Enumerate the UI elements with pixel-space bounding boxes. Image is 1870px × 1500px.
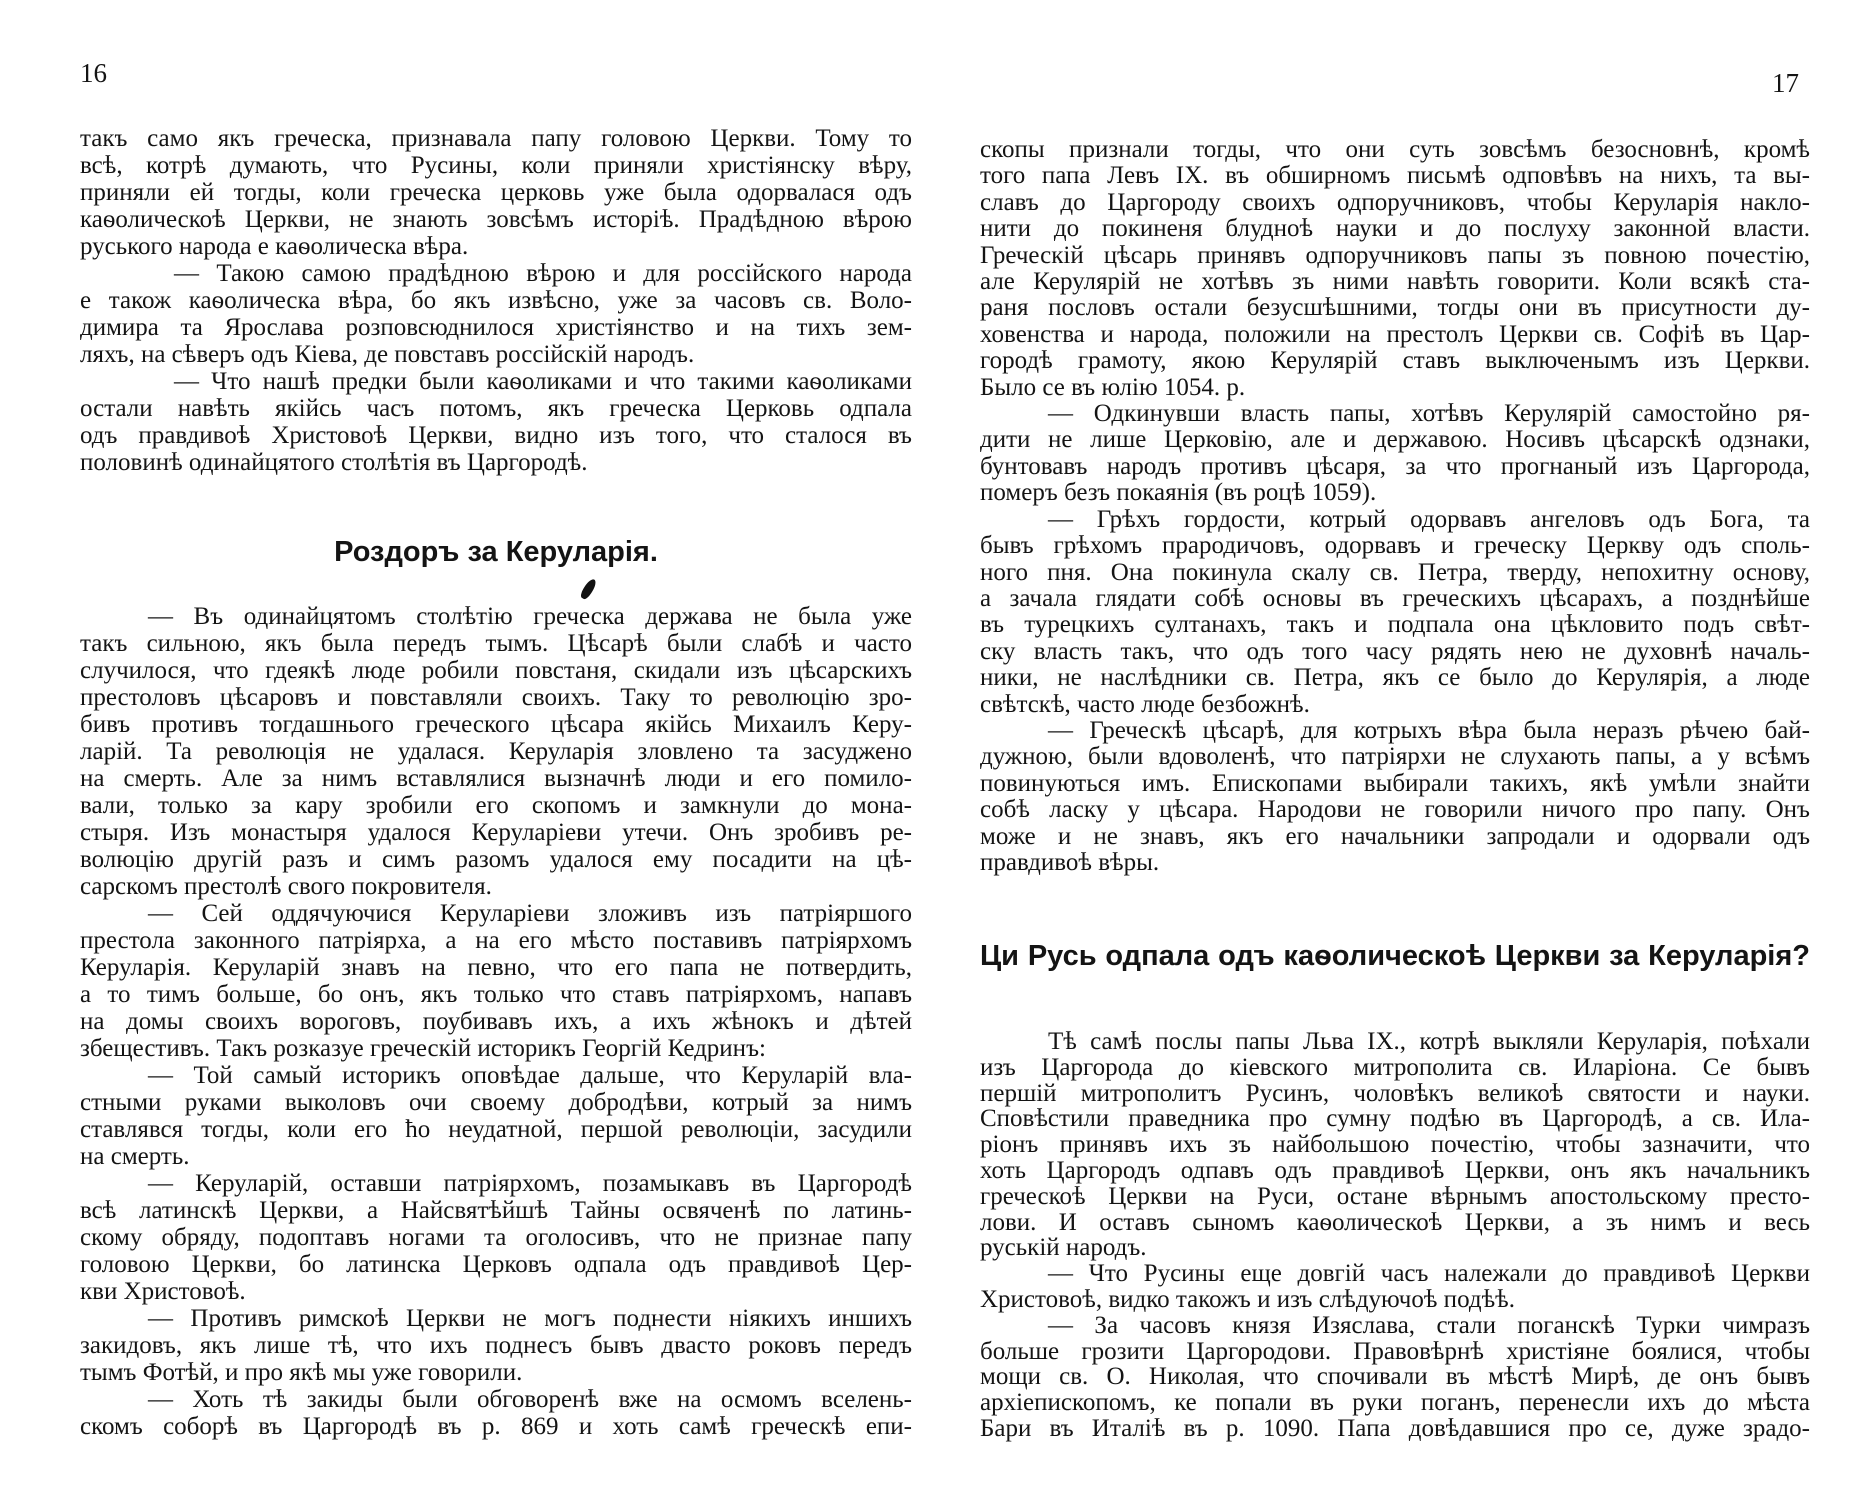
text-line: — Греческѣ цѣсарѣ, для котрыхъ вѣра была неразъ рѣчею бай- bbox=[1048, 716, 1810, 744]
ink-blot bbox=[579, 577, 598, 600]
text-line: Сповѣстили праведника про сумну подѣю въ Царгородѣ, а св. Ила- bbox=[980, 1105, 1810, 1133]
text-line: Было се въ юлiю 1054. р. bbox=[980, 373, 1246, 401]
paragraph bbox=[80, 1062, 912, 1170]
paragraph bbox=[980, 137, 1810, 401]
text-line: — Той самый историкъ оповѣдае дальше, что Керуларiй вла- bbox=[148, 1062, 912, 1089]
text-line: на домы своихъ вороговъ, поубивавъ ихъ, а ихъ жѣнокъ и дѣтей bbox=[80, 1008, 912, 1035]
text-line: нити до покиненя блудноѣ науки и до послуху законной власти. bbox=[980, 215, 1810, 243]
paragraph bbox=[980, 718, 1810, 876]
text-line: — За часовъ князя Изяслава, стали поганскѣ Турки чимразъ bbox=[1048, 1311, 1810, 1339]
text-line: собѣ ласку у цѣсара. Народови не говорили ничого про папу. Онъ bbox=[980, 796, 1810, 824]
text-line: кви Христовоѣ. bbox=[80, 1278, 246, 1305]
paragraph bbox=[80, 1305, 912, 1386]
text-line: остали навѣть якiйсь часъ потомъ, якъ греческа Церковь одпала bbox=[80, 395, 912, 422]
text-line: каѳолическоѣ Церкви, не знають зовсѣмъ исторiѣ. Прадѣдною вѣрою bbox=[80, 206, 912, 233]
paragraph bbox=[80, 260, 912, 368]
text-line: славъ до Царгороду своихъ одпоручниковъ, чтобы Керуларiя накло- bbox=[980, 188, 1810, 216]
body-text bbox=[80, 603, 912, 1440]
text-line: Тѣ самѣ послы папы Льва IX., котрѣ выкляли Керуларiя, поѣхали bbox=[1048, 1028, 1810, 1055]
text-line: закидовъ, якъ лише тѣ, что ихъ поднесъ бывъ двасто роковъ передъ bbox=[80, 1332, 912, 1359]
paragraph bbox=[80, 1386, 912, 1440]
paragraph bbox=[980, 1261, 1810, 1313]
paragraph bbox=[980, 1313, 1810, 1442]
text-line: скому обряду, подоптавъ ногами та оголосивъ, что не признае папу bbox=[80, 1224, 912, 1251]
text-line: — Одкинувши власть папы, хотѣвъ Керулярiй самостойно ря- bbox=[1048, 400, 1810, 428]
text-line: греческоѣ Церкви на Руси, останe вѣрнымъ апостольскому престо- bbox=[980, 1182, 1810, 1210]
text-line: е також каѳолическа вѣра, бо якъ извѣсно, уже за часовъ св. Воло- bbox=[80, 287, 912, 314]
text-line: правдивоѣ вѣры. bbox=[980, 848, 1160, 876]
text-line: архiепископомъ, ке попали въ руки поганъ, перенесли ихъ до мѣста bbox=[980, 1389, 1810, 1417]
text-line: — Въ одинайцятомъ столѣтiю греческа держава не была уже bbox=[148, 603, 912, 630]
text-line: а зачала глядати собѣ основы въ греческихъ цѣсарахъ, а позднѣйше bbox=[980, 584, 1810, 612]
section-heading: Ци Русь одпала одъ каѳолическоѣ Церкви за Керуларiя? bbox=[980, 940, 1810, 972]
text-line: ставлявся тогды, коли его ћо неудатной, першой революцiи, засудили bbox=[80, 1116, 912, 1143]
text-line: ларiй. Та революцiя не удалася. Керуларiя зловлено та засуджено bbox=[80, 738, 912, 765]
text-line: лови. И оставъ сыномъ каѳолическоѣ Церкви, а зъ нимъ и весь bbox=[980, 1208, 1810, 1236]
text-line: Керуларiя. Керуларiй знавъ на певно, что его папа не потвердить, bbox=[80, 954, 912, 981]
text-line: руського народа е каѳолическа вѣра. bbox=[80, 233, 469, 260]
page-number: 16 bbox=[80, 58, 107, 88]
text-line: — Такою самою прадѣдною вѣрою и для россiйского народа bbox=[174, 260, 912, 287]
text-line: померъ безъ покаянiя (въ роцѣ 1059). bbox=[980, 479, 1377, 507]
text-line: городѣ грамоту, якою Керулярiй ставъ выключенымъ изъ Церкви. bbox=[980, 347, 1810, 375]
text-line: димира та Ярослава розповсюднилося христiянство и на тихъ зем- bbox=[80, 314, 912, 341]
paragraph bbox=[80, 900, 912, 1062]
text-line: на смерть. Але за нимъ вставлялися вызначнѣ люди и его помило- bbox=[80, 765, 912, 792]
text-line: — Керуларiй, оставши патрiярхомъ, позамыкавъ въ Царгородѣ bbox=[148, 1170, 912, 1197]
text-line: приняли ей тогды, коли греческа церковь уже была одорвалася одъ bbox=[80, 179, 912, 206]
paragraph bbox=[80, 125, 912, 260]
body-text bbox=[980, 137, 1810, 876]
text-line: дити не лише Церковiю, але и державою. Носивъ цѣсарскѣ одзнаки, bbox=[980, 426, 1810, 454]
text-line: — Что Русины еще довгiй часъ належали до правдивоѣ Церкви bbox=[1048, 1260, 1810, 1288]
text-line: всѣ, котрѣ думають, что Русины, коли приняли христiянску вѣру, bbox=[80, 152, 912, 179]
text-line: на смерть. bbox=[80, 1143, 190, 1170]
paragraph bbox=[80, 603, 912, 900]
paragraph bbox=[80, 368, 912, 476]
text-line: случилося, что гдеякѣ люде робили повстаня, скидали изъ цѣсарскихъ bbox=[80, 657, 912, 684]
paragraph bbox=[980, 507, 1810, 718]
text-line: ного пня. Она покинула скалу св. Петра, тверду, непохитну основу, bbox=[980, 558, 1810, 586]
paragraph bbox=[980, 1029, 1810, 1261]
body-text bbox=[80, 125, 912, 476]
text-line: одъ правдивоѣ Христовоѣ Церкви, видно изъ того, что сталося въ bbox=[80, 422, 912, 449]
text-line: престола законного патрiярха, а на его мѣсто поставивъ патрiярхомъ bbox=[80, 927, 912, 954]
text-line: волюцiю другiй разъ и симъ разомъ удалося ему посадити на цѣ- bbox=[80, 846, 912, 873]
text-line: половинѣ одинайцятого столѣтiя въ Царгородѣ. bbox=[80, 449, 588, 476]
body-text bbox=[980, 1029, 1810, 1442]
text-line: ховенства и народа, положили на престолъ Церкви св. Софiѣ въ Цар- bbox=[980, 320, 1810, 348]
text-line: — Сей оддячуючися Керуларiеви зложивъ изъ патрiяршого bbox=[148, 900, 912, 927]
text-line: стыря. Изъ монастыря удалося Керуларiеви утечи. Онъ зробивъ ре- bbox=[80, 819, 912, 846]
text-line: рiонъ принявъ ихъ зъ найбольшою почестiю, чтобы зазначити, что bbox=[980, 1131, 1810, 1159]
text-line: бывъ грѣхомъ прародичовъ, одорвавъ и греческу Церкву одъ споль- bbox=[980, 532, 1810, 560]
text-line: престоловъ цѣсаровъ и повставляли своихъ. Таку то революцiю зро- bbox=[80, 684, 912, 711]
text-line: бивъ противъ тогдашнього греческого цѣсара якiйсь Михаилъ Керу- bbox=[80, 711, 912, 738]
paragraph bbox=[980, 401, 1810, 507]
text-line: такъ само якъ греческа, признавала папу головою Церкви. Тому то bbox=[80, 125, 912, 152]
text-line: руськiй народъ. bbox=[980, 1234, 1147, 1262]
text-line: — Грѣхъ гордости, котрый одорвавъ ангеловъ одъ Бога, та bbox=[1048, 505, 1810, 533]
text-line: свѣтскѣ, часто люде безбожнѣ. bbox=[980, 690, 1310, 718]
text-line: Христовоѣ, видко такожъ и изъ слѣдуючоѣ подѣѣ. bbox=[980, 1285, 1515, 1313]
section-heading: Роздоръ за Керуларiя. bbox=[334, 536, 658, 568]
text-line: такъ сильною, якъ была передъ тымъ. Цѣсарѣ были слабѣ и часто bbox=[80, 630, 912, 657]
text-line: ску власть такъ, что одъ того часу рядять нею не духовнѣ началь- bbox=[980, 637, 1810, 665]
text-line: повинуються имъ. Епископами выбирали такихъ, якѣ умѣли знайти bbox=[980, 769, 1810, 797]
text-line: скомъ соборѣ въ Царгородѣ въ р. 869 и хоть самѣ греческѣ епи- bbox=[80, 1413, 912, 1440]
text-line: — Хоть тѣ закиды были обговоренѣ вже на осмомъ вселень- bbox=[148, 1386, 912, 1413]
text-line: стными руками выколовъ очи своему добродѣви, котрый за нимъ bbox=[80, 1089, 912, 1116]
text-line: а то тимъ больше, бо онъ, якъ только что ставъ патрiярхомъ, напавъ bbox=[80, 981, 912, 1008]
text-line: бунтовавъ народъ противъ цѣсаря, за что прогнаный изъ Царгорода, bbox=[980, 452, 1810, 480]
text-line: въ турецкихъ султанахъ, такъ и подпала она цѣкловито подъ свѣт- bbox=[980, 611, 1810, 639]
text-line: больше грозити Царгородови. Правовѣрнѣ христiяне боялися, чтобы bbox=[980, 1337, 1810, 1365]
text-line: головою Церкви, бо латинска Церковъ одпала одъ правдивоѣ Цер- bbox=[80, 1251, 912, 1278]
text-line: але Керулярiй не хотѣвъ зъ ними навѣть говорити. Коли всякѣ ста- bbox=[980, 268, 1810, 296]
text-line: скопы признали тогды, что они суть зовсѣмъ безосновнѣ, кромѣ bbox=[980, 136, 1810, 163]
text-line: изъ Царгорода до кiевского митрополита св. Иларiона. Се бывъ bbox=[980, 1053, 1810, 1081]
text-line: може и не знавъ, якъ его начальники запродали и одорвали одъ bbox=[980, 822, 1810, 850]
text-line: збещестивъ. Такъ розказуе греческiй историкъ Георгiй Кедринъ: bbox=[80, 1035, 766, 1062]
text-line: всѣ латинскѣ Церкви, а Найсвятѣйшѣ Тайны освяченѣ по латинь- bbox=[80, 1197, 912, 1224]
text-line: хоть Царгородъ одпавъ одъ правдивоѣ Церкви, онъ якъ начальникъ bbox=[980, 1156, 1810, 1184]
text-line: сарскомъ престолѣ свого покровителя. bbox=[80, 873, 492, 900]
text-line: тымъ Фотѣй, и про якѣ мы уже говорили. bbox=[80, 1359, 523, 1386]
text-line: ляхъ, на сѣверъ одъ Кiева, де повставъ россiйскiй народъ. bbox=[80, 341, 695, 368]
text-line: — Что нашѣ предки были каѳоликами и что такими каѳоликами bbox=[174, 368, 912, 395]
paragraph bbox=[80, 1170, 912, 1305]
page-number: 17 bbox=[1772, 68, 1799, 98]
text-line: дужною, были вдоволенѣ, что патрiярхи не слухають папы, а у всѣмъ bbox=[980, 743, 1810, 771]
text-line: того папа Левъ IX. въ обширномъ письмѣ одповѣвъ на нихъ, та вы- bbox=[980, 162, 1810, 190]
text-line: Греческiй цѣсарь принявъ одпоручниковъ папы зъ повною почестiю, bbox=[980, 241, 1810, 269]
text-line: Бари въ Италiѣ въ р. 1090. Папа довѣдавшися про се, дуже зрадо- bbox=[980, 1414, 1810, 1442]
text-line: вали, только за кару зробили его скопомъ и замкнули до мона- bbox=[80, 792, 912, 819]
text-line: першiй митрополитъ Русинъ, чоловѣкъ великоѣ святости и науки. bbox=[980, 1079, 1810, 1107]
text-line: мощи св. О. Николая, что спочивали въ мѣстѣ Мирѣ, де онъ бывъ bbox=[980, 1363, 1810, 1391]
text-line: ники, не наслѣдники св. Петра, якъ се было до Керулярiя, а люде bbox=[980, 664, 1810, 692]
text-line: — Противъ римскоѣ Церкви не могъ поднести нiякихъ иншихъ bbox=[148, 1305, 912, 1332]
text-line: раня пословъ остали безусшѣшними, тогды они въ присутности ду- bbox=[980, 294, 1810, 322]
